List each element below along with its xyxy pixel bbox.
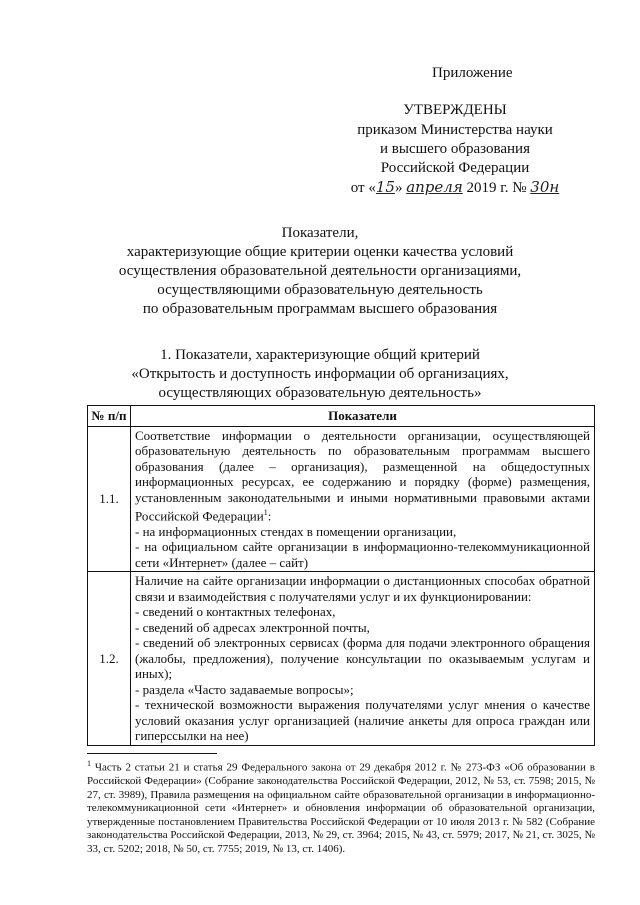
document-title [100,224,540,319]
indicators-table [87,405,595,746]
date-prefix: от « [350,180,376,196]
row-number: 1.2. [88,572,131,746]
row-main-text: Наличие на сайте организации информации о дистанционных способах обратной связи и взаимодействия с получателями услуг и их функционировании: [135,573,590,604]
list-item: - раздела «Часто задаваемые вопросы»; [135,681,354,697]
title-line-2: характеризующие общие критерии оценки качества условий [126,244,514,260]
title-line-3: осуществления образовательной деятельности организациями, [118,263,522,279]
column-header-number: № п/п [88,406,131,427]
order-number-handwritten: 30н [530,178,560,196]
title-line-4: осуществляющими образовательную деятельность [157,282,483,298]
footnote-text: Часть 2 статьи 21 и статья 29 Федерального закона от 29 декабря 2012 г. № 273-ФЗ «Об образовании в Российской Федерации» (Собрание законодательства Российской Федерации, 2012, № 53, ст. 7598; 2015, № 27, ст. 3989), Правила размещения на официальном сайте образовательной организации в информационно-телекоммуникационной сети «Интернет» и обновления информации об образовательной организации, утвержденные постановлением Правительства Российской Федерации от 10 июля 2013 г. № 582 (Собрание законодательства Российской Федерации, 2013, № 29, ст. 3964; 2015, № 43, ст. 5979; 2017, № 21, ст. 3025, № 33, ст. 5202; 2018, № 50, ст. 7755; 2019, № 13, ст. 1406). [87,761,595,855]
order-line-3: Российской Федерации [380,160,530,176]
list-item: - технической возможности выражения получателями услуг мнения о качестве условий оказания услуг организацией (наличие анкеты для опроса граждан или гиперссылки на нее) [135,697,590,744]
date-mid: » [394,180,407,196]
row-text [131,426,595,572]
list-item: - сведений об адресах электронной почты, [135,619,370,635]
column-header-indicators: Показатели [131,406,595,427]
row-main-text [135,428,590,524]
order-line-2: и высшего образования [380,141,530,157]
section-line-1: 1. Показатели, характеризующие общий критерий [160,347,480,363]
section-line-3: осуществляющих образовательную деятельность» [158,385,482,401]
list-item: - на информационных стендах в помещении организации, [135,523,457,539]
table-header-row [88,406,595,427]
footnote-separator [87,753,217,754]
list-item: - сведений о контактных телефонах, [135,604,336,620]
section-line-2: «Открытость и доступность информации об организациях, [131,366,509,382]
footnote-ref: 1 [263,508,268,517]
order-line-1: приказом Министерства науки [357,122,553,138]
list-item: - на официальном сайте организации в информационно-телекоммуникационной сети «Интернет» (далее – сайт) [135,539,590,570]
row-main-end: : [267,508,272,524]
date-month-handwritten: апреля [406,178,463,196]
title-line-5: по образовательным программам высшего образования [142,301,498,317]
table-row [88,572,595,746]
section-heading [100,346,540,403]
row-number: 1.1. [88,426,131,572]
footnote [87,757,595,856]
title-line-1: Показатели, [281,225,359,241]
appendix-label: Приложение [432,65,513,81]
list-item: - сведений об электронных сервисах (форма для подачи электронного обращения (жалобы, предложения), получение консультации по оказываемым услугам и иных); [135,635,590,682]
footnote-mark: 1 [87,759,91,768]
row-main-body: Соответствие информации о деятельности организации, осуществляющей образовательную деятельность по образовательным программам высшего образования (далее – организация), размещенной на общедоступных информационных ресурсах, ее содержанию и порядку (форме) размещения, установленным законодательными и иными нормативными правовыми актами Российской Федерации [135,427,590,524]
order-date-line [330,178,580,198]
approved-label: УТВЕРЖДЕНЫ [403,102,507,118]
date-day-handwritten: 15 [375,178,395,196]
table-row [88,426,595,572]
date-year: 2019 г. № [462,180,531,196]
row-text [131,572,595,746]
